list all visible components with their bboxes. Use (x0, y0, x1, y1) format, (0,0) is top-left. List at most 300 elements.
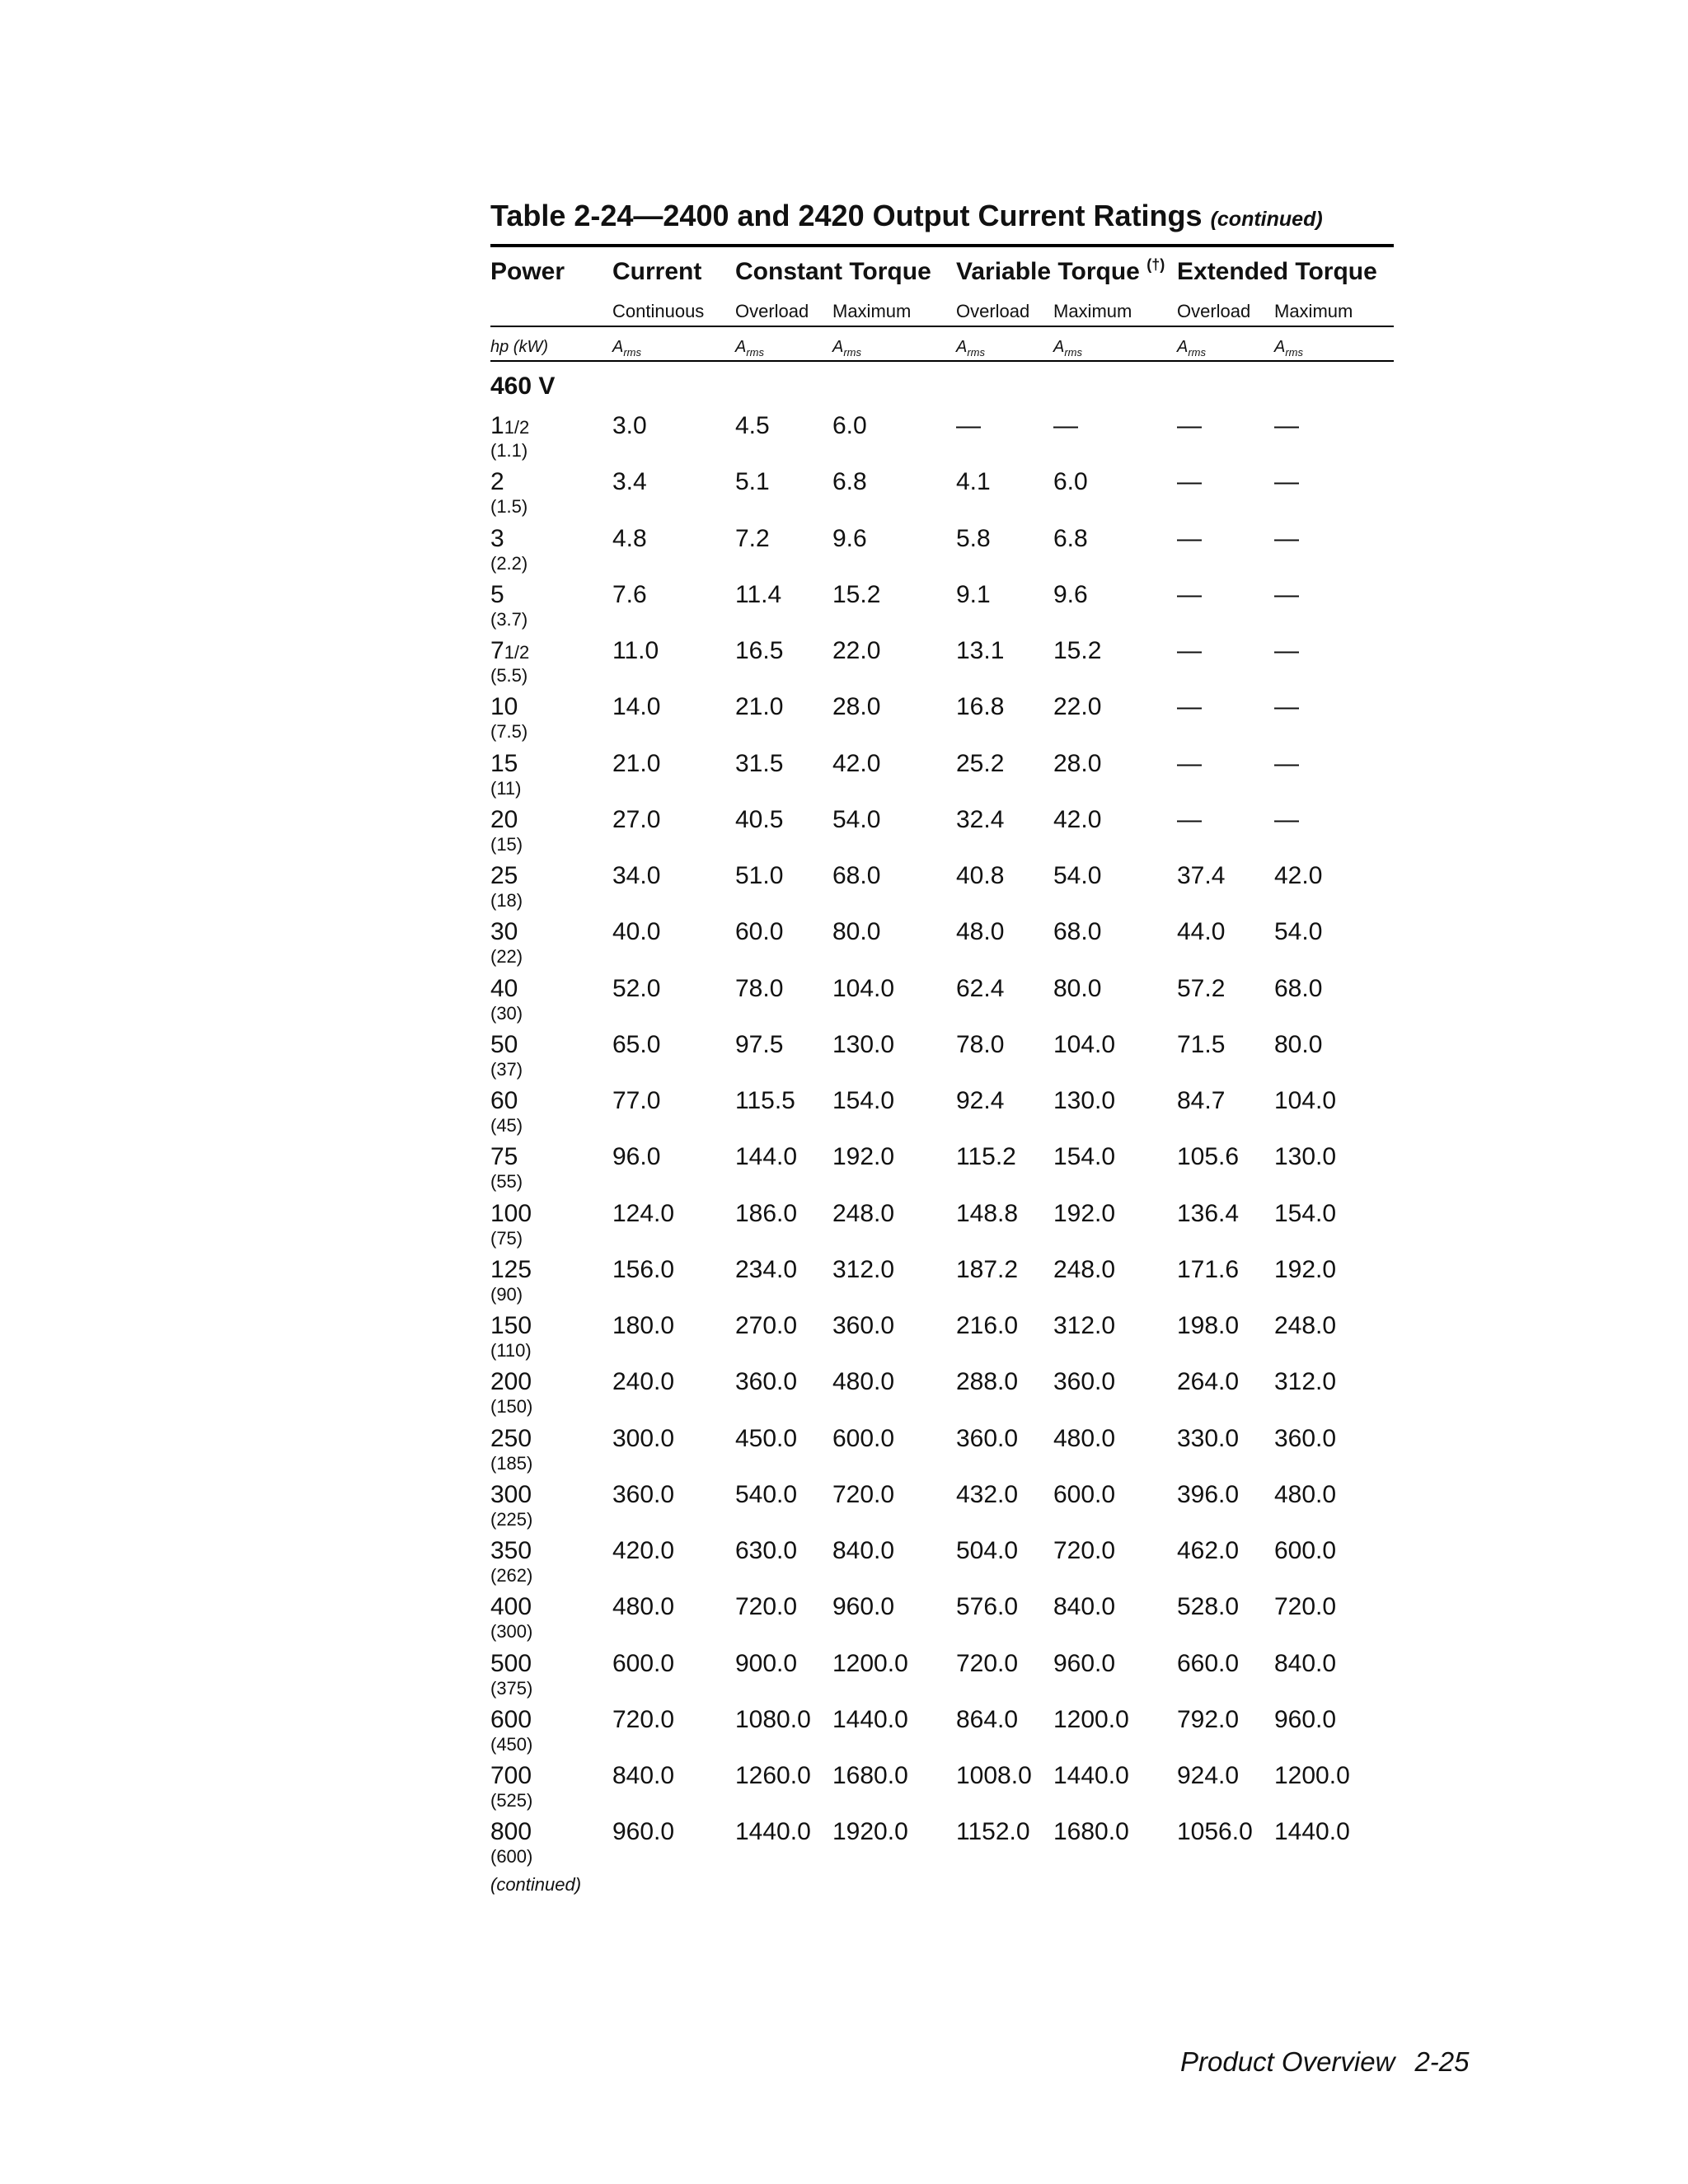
table-cell: 171.6 (1177, 1255, 1240, 1283)
power-hp (490, 1087, 518, 1115)
table-cell: 432.0 (956, 1480, 1019, 1508)
power-kw: (450) (490, 1733, 533, 1755)
table-cell: 288.0 (956, 1368, 1019, 1396)
table-cell: 13.1 (956, 637, 1005, 664)
power-kw: (75) (490, 1227, 523, 1249)
variable-torque-footnote-mark: (†) (1146, 256, 1165, 273)
power-hp (490, 1818, 532, 1846)
table-cell: 104.0 (832, 974, 895, 1002)
power-hp (490, 1706, 532, 1734)
power-hp-value: 200 (490, 1368, 532, 1396)
table-cell: 1680.0 (1053, 1818, 1129, 1846)
power-hp (490, 862, 518, 890)
power-kw: (1.5) (490, 496, 528, 518)
power-hp-value: 50 (490, 1030, 518, 1058)
table-cell: 4.8 (612, 524, 647, 552)
power-hp (490, 806, 518, 834)
table-row (490, 1762, 1397, 1818)
table-cell: 7.6 (612, 580, 647, 608)
unit-et-overload: $A_{rms}$ (1177, 338, 1207, 359)
subheader-ct-maximum: Maximum (832, 301, 912, 321)
subheader-continuous: Continuous (612, 301, 705, 321)
table-cell: 68.0 (1274, 974, 1323, 1002)
power-hp (490, 1256, 532, 1284)
table-cell: 130.0 (832, 1030, 895, 1058)
table-cell: 528.0 (1177, 1593, 1240, 1621)
table-cell: 1440.0 (1053, 1762, 1129, 1789)
table-cell: 68.0 (832, 862, 881, 889)
table-row (490, 693, 1397, 749)
table-cell: 312.0 (1053, 1312, 1116, 1339)
table-cell: 148.8 (956, 1199, 1019, 1227)
table-top-rule (490, 244, 1394, 247)
table-cell: — (1274, 468, 1299, 496)
power-kw: (7.5) (490, 721, 528, 743)
subheader-ct-overload: Overload (735, 301, 809, 321)
table-cell: 78.0 (956, 1030, 1005, 1058)
table-row (490, 581, 1397, 637)
power-hp (490, 1762, 532, 1790)
table-cell: 80.0 (1053, 974, 1102, 1002)
table-cell: 154.0 (1274, 1199, 1337, 1227)
table-row (490, 750, 1397, 806)
table-cell: 22.0 (832, 637, 881, 664)
table-cell: 54.0 (832, 805, 881, 833)
power-kw: (1.1) (490, 440, 528, 461)
table-cell: 154.0 (832, 1087, 895, 1114)
table-cell: — (1053, 412, 1078, 439)
table-cell: 396.0 (1177, 1480, 1240, 1508)
table-cell: 192.0 (832, 1143, 895, 1171)
table-cell: 5.1 (735, 468, 770, 496)
table-cell: 97.5 (735, 1030, 784, 1058)
table-cell: — (1177, 524, 1202, 552)
table-cell: 40.8 (956, 862, 1005, 889)
table-cell: — (1177, 468, 1202, 496)
table-cell: 37.4 (1177, 862, 1226, 889)
unit-power: hp (kW) (490, 338, 548, 356)
table-cell: 65.0 (612, 1030, 661, 1058)
table-cell: 192.0 (1274, 1255, 1337, 1283)
voltage-group-label: 460 V (490, 373, 556, 400)
table-cell: — (1274, 412, 1299, 439)
table-cell: 51.0 (735, 862, 784, 889)
table-cell: 57.2 (1177, 974, 1226, 1002)
power-hp-fraction: 1/2 (504, 417, 530, 438)
power-kw: (3.7) (490, 608, 528, 630)
power-kw: (37) (490, 1058, 523, 1080)
table-row (490, 1593, 1397, 1649)
power-hp-value: 20 (490, 805, 518, 833)
power-kw: (30) (490, 1002, 523, 1024)
table-cell: 78.0 (735, 974, 784, 1002)
table-cell: 25.2 (956, 749, 1005, 777)
table-cell: 240.0 (612, 1368, 675, 1396)
unit-vt-overload: $A_{rms}$ (956, 338, 986, 359)
table-cell: 360.0 (832, 1312, 895, 1339)
power-hp-value: 15 (490, 749, 518, 777)
table-cell: 900.0 (735, 1649, 798, 1677)
footer-section: Product Overview (1180, 2046, 1395, 2077)
table-row (490, 1706, 1397, 1762)
power-kw: (18) (490, 890, 523, 911)
table-cell: 16.5 (735, 637, 784, 664)
table-cell: 7.2 (735, 524, 770, 552)
table-cell: 248.0 (1274, 1312, 1337, 1339)
header-constant-torque: Constant Torque (735, 258, 931, 285)
table-row (490, 1256, 1397, 1312)
power-hp (490, 468, 504, 496)
table-cell: 960.0 (832, 1593, 895, 1621)
table-cell: 1440.0 (1274, 1818, 1350, 1846)
table-cell: 312.0 (832, 1255, 895, 1283)
table-cell: 186.0 (735, 1199, 798, 1227)
table-cell: 115.5 (735, 1087, 795, 1114)
power-kw: (11) (490, 777, 522, 799)
table-cell: 234.0 (735, 1255, 798, 1283)
table-cell: 9.6 (832, 524, 867, 552)
table-row (490, 637, 1397, 693)
table-cell: 792.0 (1177, 1705, 1240, 1733)
table-cell: 22.0 (1053, 693, 1102, 721)
table-cell: 9.6 (1053, 580, 1088, 608)
power-hp (490, 581, 504, 609)
table-row (490, 1200, 1397, 1256)
power-hp (490, 637, 529, 665)
table-cell: 960.0 (1274, 1705, 1337, 1733)
power-kw: (45) (490, 1115, 523, 1136)
table-cell: 60.0 (735, 918, 784, 946)
unit-ct-overload: $A_{rms}$ (735, 338, 765, 359)
table-cell: 21.0 (735, 693, 784, 721)
table-cell: 105.6 (1177, 1143, 1240, 1171)
table-cell: 11.0 (612, 637, 659, 664)
table-cell: 6.0 (1053, 468, 1088, 496)
table-cell: 312.0 (1274, 1368, 1337, 1396)
power-kw: (185) (490, 1452, 533, 1474)
table-cell: 600.0 (1274, 1537, 1337, 1564)
table-cell: 54.0 (1053, 862, 1102, 889)
table-cell: 115.2 (956, 1143, 1016, 1171)
table-cell: 28.0 (1053, 749, 1102, 777)
power-kw: (110) (490, 1340, 532, 1361)
table-cell: 68.0 (1053, 918, 1102, 946)
table-cell: 28.0 (832, 693, 881, 721)
table-cell: 80.0 (1274, 1030, 1323, 1058)
table-cell: 42.0 (1053, 805, 1102, 833)
unit-vt-maximum: $A_{rms}$ (1053, 338, 1083, 359)
power-kw: (90) (490, 1283, 523, 1305)
table-cell: 52.0 (612, 974, 661, 1002)
table-cell: 154.0 (1053, 1143, 1116, 1171)
unit-current-continuous: $A_{rms}$ (612, 338, 642, 359)
table-cell: — (1274, 805, 1299, 833)
power-hp-value: 60 (490, 1087, 518, 1114)
table-cell: 104.0 (1053, 1030, 1116, 1058)
table-cell: 48.0 (956, 918, 1005, 946)
table-cell: 4.1 (956, 468, 991, 496)
table-cell: 600.0 (1053, 1480, 1116, 1508)
table-cell: — (1177, 637, 1202, 664)
table-cell: 42.0 (1274, 862, 1323, 889)
table-cell: 480.0 (612, 1593, 675, 1621)
power-kw: (300) (490, 1621, 533, 1643)
table-cell: 14.0 (612, 693, 661, 721)
table-cell: 6.0 (832, 412, 867, 439)
table-cell: 1920.0 (832, 1818, 908, 1846)
power-hp-value: 2 (490, 468, 504, 496)
table-cell: — (1274, 749, 1299, 777)
table-cell: 5.8 (956, 524, 991, 552)
table-cell: 1200.0 (1053, 1705, 1129, 1733)
table-cell: 11.4 (735, 580, 782, 608)
table-cell: — (1177, 693, 1202, 721)
power-hp-value: 800 (490, 1818, 532, 1846)
table-cell: 576.0 (956, 1593, 1019, 1621)
table-cell: 1152.0 (956, 1818, 1030, 1846)
power-hp (490, 975, 518, 1003)
table-cell: 504.0 (956, 1537, 1019, 1564)
table-cell: — (1274, 580, 1299, 608)
power-hp (490, 1425, 532, 1453)
power-hp (490, 1312, 532, 1340)
table-cell: 1200.0 (832, 1649, 908, 1677)
table-row (490, 1087, 1397, 1143)
table-cell: 1008.0 (956, 1762, 1032, 1789)
header-extended-torque: Extended Torque (1177, 258, 1377, 285)
power-hp-value: 10 (490, 693, 518, 721)
power-kw: (600) (490, 1846, 533, 1868)
table-cell: 21.0 (612, 749, 661, 777)
table-cell: 180.0 (612, 1312, 675, 1339)
power-hp-value: 1 (490, 412, 504, 439)
table-cell: 31.5 (735, 749, 784, 777)
table-cell: 15.2 (832, 580, 881, 608)
table-cell: 84.7 (1177, 1087, 1226, 1114)
power-hp-value: 500 (490, 1649, 532, 1677)
power-hp-value: 40 (490, 974, 518, 1002)
table-cell: 216.0 (956, 1312, 1019, 1339)
continued-footnote: (continued) (490, 1874, 582, 1895)
table-cell: 248.0 (1053, 1255, 1116, 1283)
table-cell: 32.4 (956, 805, 1005, 833)
table-cell: 450.0 (735, 1424, 798, 1452)
table-cell: 720.0 (735, 1593, 798, 1621)
table-cell: 1200.0 (1274, 1762, 1350, 1789)
power-hp-value: 25 (490, 862, 518, 889)
power-kw: (55) (490, 1171, 523, 1193)
table-cell: 720.0 (612, 1705, 675, 1733)
table-cell: 330.0 (1177, 1424, 1240, 1452)
table-cell: 840.0 (612, 1762, 675, 1789)
power-kw: (525) (490, 1790, 533, 1811)
power-hp (490, 1481, 532, 1509)
power-hp-value: 400 (490, 1593, 532, 1621)
table-cell: 40.5 (735, 805, 784, 833)
table-cell: 600.0 (612, 1649, 675, 1677)
table-cell: 360.0 (735, 1368, 798, 1396)
power-kw: (150) (490, 1396, 533, 1418)
header-current: Current (612, 258, 702, 285)
table-cell: — (1177, 580, 1202, 608)
table-cell: 6.8 (832, 468, 867, 496)
table-cell: — (1274, 637, 1299, 664)
power-hp-value: 100 (490, 1199, 532, 1227)
table-cell: 156.0 (612, 1255, 675, 1283)
table-title-text: Table 2-24—2400 and 2420 Output Current Ratings (490, 199, 1203, 232)
table-row (490, 1031, 1397, 1087)
table-cell: 187.2 (956, 1255, 1019, 1283)
table-cell: 840.0 (832, 1537, 895, 1564)
table-row (490, 468, 1397, 524)
table-cell: 192.0 (1053, 1199, 1116, 1227)
table-cell: 264.0 (1177, 1368, 1240, 1396)
table-cell: 600.0 (832, 1424, 895, 1452)
table-cell: 924.0 (1177, 1762, 1240, 1789)
power-kw: (22) (490, 946, 523, 968)
table-cell: 270.0 (735, 1312, 798, 1339)
power-kw: (225) (490, 1508, 533, 1530)
power-kw: (262) (490, 1565, 533, 1586)
page-footer (1180, 2046, 1470, 2078)
table-cell: 864.0 (956, 1705, 1019, 1733)
power-hp (490, 918, 518, 946)
table-row (490, 1368, 1397, 1424)
table-cell: 480.0 (1274, 1480, 1337, 1508)
table-row (490, 975, 1397, 1031)
units-rule (490, 360, 1394, 362)
header-power: Power (490, 258, 565, 285)
table-cell: 4.5 (735, 412, 770, 439)
power-hp-value: 700 (490, 1762, 532, 1789)
table-cell: 1680.0 (832, 1762, 908, 1789)
subheader-vt-overload: Overload (956, 301, 1030, 321)
table-cell: 62.4 (956, 974, 1005, 1002)
table-row (490, 862, 1397, 918)
table-cell: 130.0 (1053, 1087, 1116, 1114)
table-row (490, 525, 1397, 581)
table-row (490, 412, 1397, 468)
power-hp-value: 125 (490, 1255, 532, 1283)
power-hp-value: 75 (490, 1143, 518, 1171)
power-kw: (375) (490, 1677, 533, 1699)
table-cell: 1056.0 (1177, 1818, 1253, 1846)
table-row (490, 1650, 1397, 1706)
table-cell: 420.0 (612, 1537, 675, 1564)
table-cell: 360.0 (956, 1424, 1019, 1452)
table-cell: 15.2 (1053, 637, 1102, 664)
header-rule (490, 326, 1394, 327)
power-hp-fraction: 1/2 (504, 642, 530, 663)
power-hp-value: 7 (490, 637, 504, 664)
power-hp-value: 3 (490, 524, 504, 552)
table-cell: 80.0 (832, 918, 881, 946)
power-hp (490, 1368, 532, 1396)
table-cell: 480.0 (1053, 1424, 1116, 1452)
table-row (490, 1143, 1397, 1199)
table-cell: 1080.0 (735, 1705, 811, 1733)
table-cell: — (1274, 693, 1299, 721)
power-hp-value: 350 (490, 1537, 532, 1564)
power-kw: (2.2) (490, 552, 528, 574)
subheader-vt-maximum: Maximum (1053, 301, 1132, 321)
power-hp-value: 300 (490, 1480, 532, 1508)
table-cell: 3.0 (612, 412, 647, 439)
table-cell: 248.0 (832, 1199, 895, 1227)
table-cell: 92.4 (956, 1087, 1005, 1114)
table-title (490, 199, 1323, 233)
table-cell: 720.0 (832, 1480, 895, 1508)
table-cell: 40.0 (612, 918, 661, 946)
table-cell: 360.0 (612, 1480, 675, 1508)
header-variable-torque-label: Variable Torque (956, 258, 1140, 285)
table-cell: 124.0 (612, 1199, 675, 1227)
power-hp-value: 150 (490, 1312, 532, 1339)
table-cell: 34.0 (612, 862, 661, 889)
table-cell: 960.0 (1053, 1649, 1116, 1677)
table-cell: — (1177, 805, 1202, 833)
table-row (490, 1537, 1397, 1593)
table-cell: 16.8 (956, 693, 1005, 721)
table-row (490, 806, 1397, 862)
table-cell: 198.0 (1177, 1312, 1240, 1339)
table-cell: 77.0 (612, 1087, 661, 1114)
table-row (490, 1425, 1397, 1481)
power-hp-value: 600 (490, 1705, 532, 1733)
table-cell: 1440.0 (832, 1705, 908, 1733)
table-cell: 360.0 (1053, 1368, 1116, 1396)
power-hp-value: 250 (490, 1424, 532, 1452)
table-cell: — (1177, 412, 1202, 439)
table-cell: 44.0 (1177, 918, 1226, 946)
table-cell: 960.0 (612, 1818, 675, 1846)
table-cell: 720.0 (956, 1649, 1019, 1677)
table-cell: 840.0 (1053, 1593, 1116, 1621)
table-cell: 480.0 (832, 1368, 895, 1396)
table-row (490, 1818, 1397, 1874)
table-cell: 71.5 (1177, 1030, 1226, 1058)
table-cell: 144.0 (735, 1143, 798, 1171)
subheader-et-overload: Overload (1177, 301, 1251, 321)
table-cell: 462.0 (1177, 1537, 1240, 1564)
power-kw: (15) (490, 833, 523, 855)
table-cell: 27.0 (612, 805, 661, 833)
footer-page-number: 2-25 (1414, 2046, 1470, 2077)
table-cell: — (956, 412, 981, 439)
table-cell: 96.0 (612, 1143, 661, 1171)
subheader-et-maximum: Maximum (1274, 301, 1353, 321)
power-hp (490, 693, 518, 721)
table-cell: 720.0 (1053, 1537, 1116, 1564)
power-hp-value: 30 (490, 918, 518, 946)
table-cell: 360.0 (1274, 1424, 1337, 1452)
table-cell: — (1177, 749, 1202, 777)
table-cell: 136.4 (1177, 1199, 1240, 1227)
table-cell: 54.0 (1274, 918, 1323, 946)
table-cell: 1440.0 (735, 1818, 811, 1846)
power-hp (490, 1537, 532, 1565)
table-cell: 630.0 (735, 1537, 798, 1564)
table-cell: 720.0 (1274, 1593, 1337, 1621)
table-row (490, 1481, 1397, 1537)
header-variable-torque (956, 258, 1165, 286)
table-cell: 300.0 (612, 1424, 675, 1452)
table-cell: 130.0 (1274, 1143, 1337, 1171)
table-cell: 660.0 (1177, 1649, 1240, 1677)
table-cell: 840.0 (1274, 1649, 1337, 1677)
power-hp (490, 1650, 532, 1678)
continued-tag: (continued) (1210, 208, 1323, 231)
